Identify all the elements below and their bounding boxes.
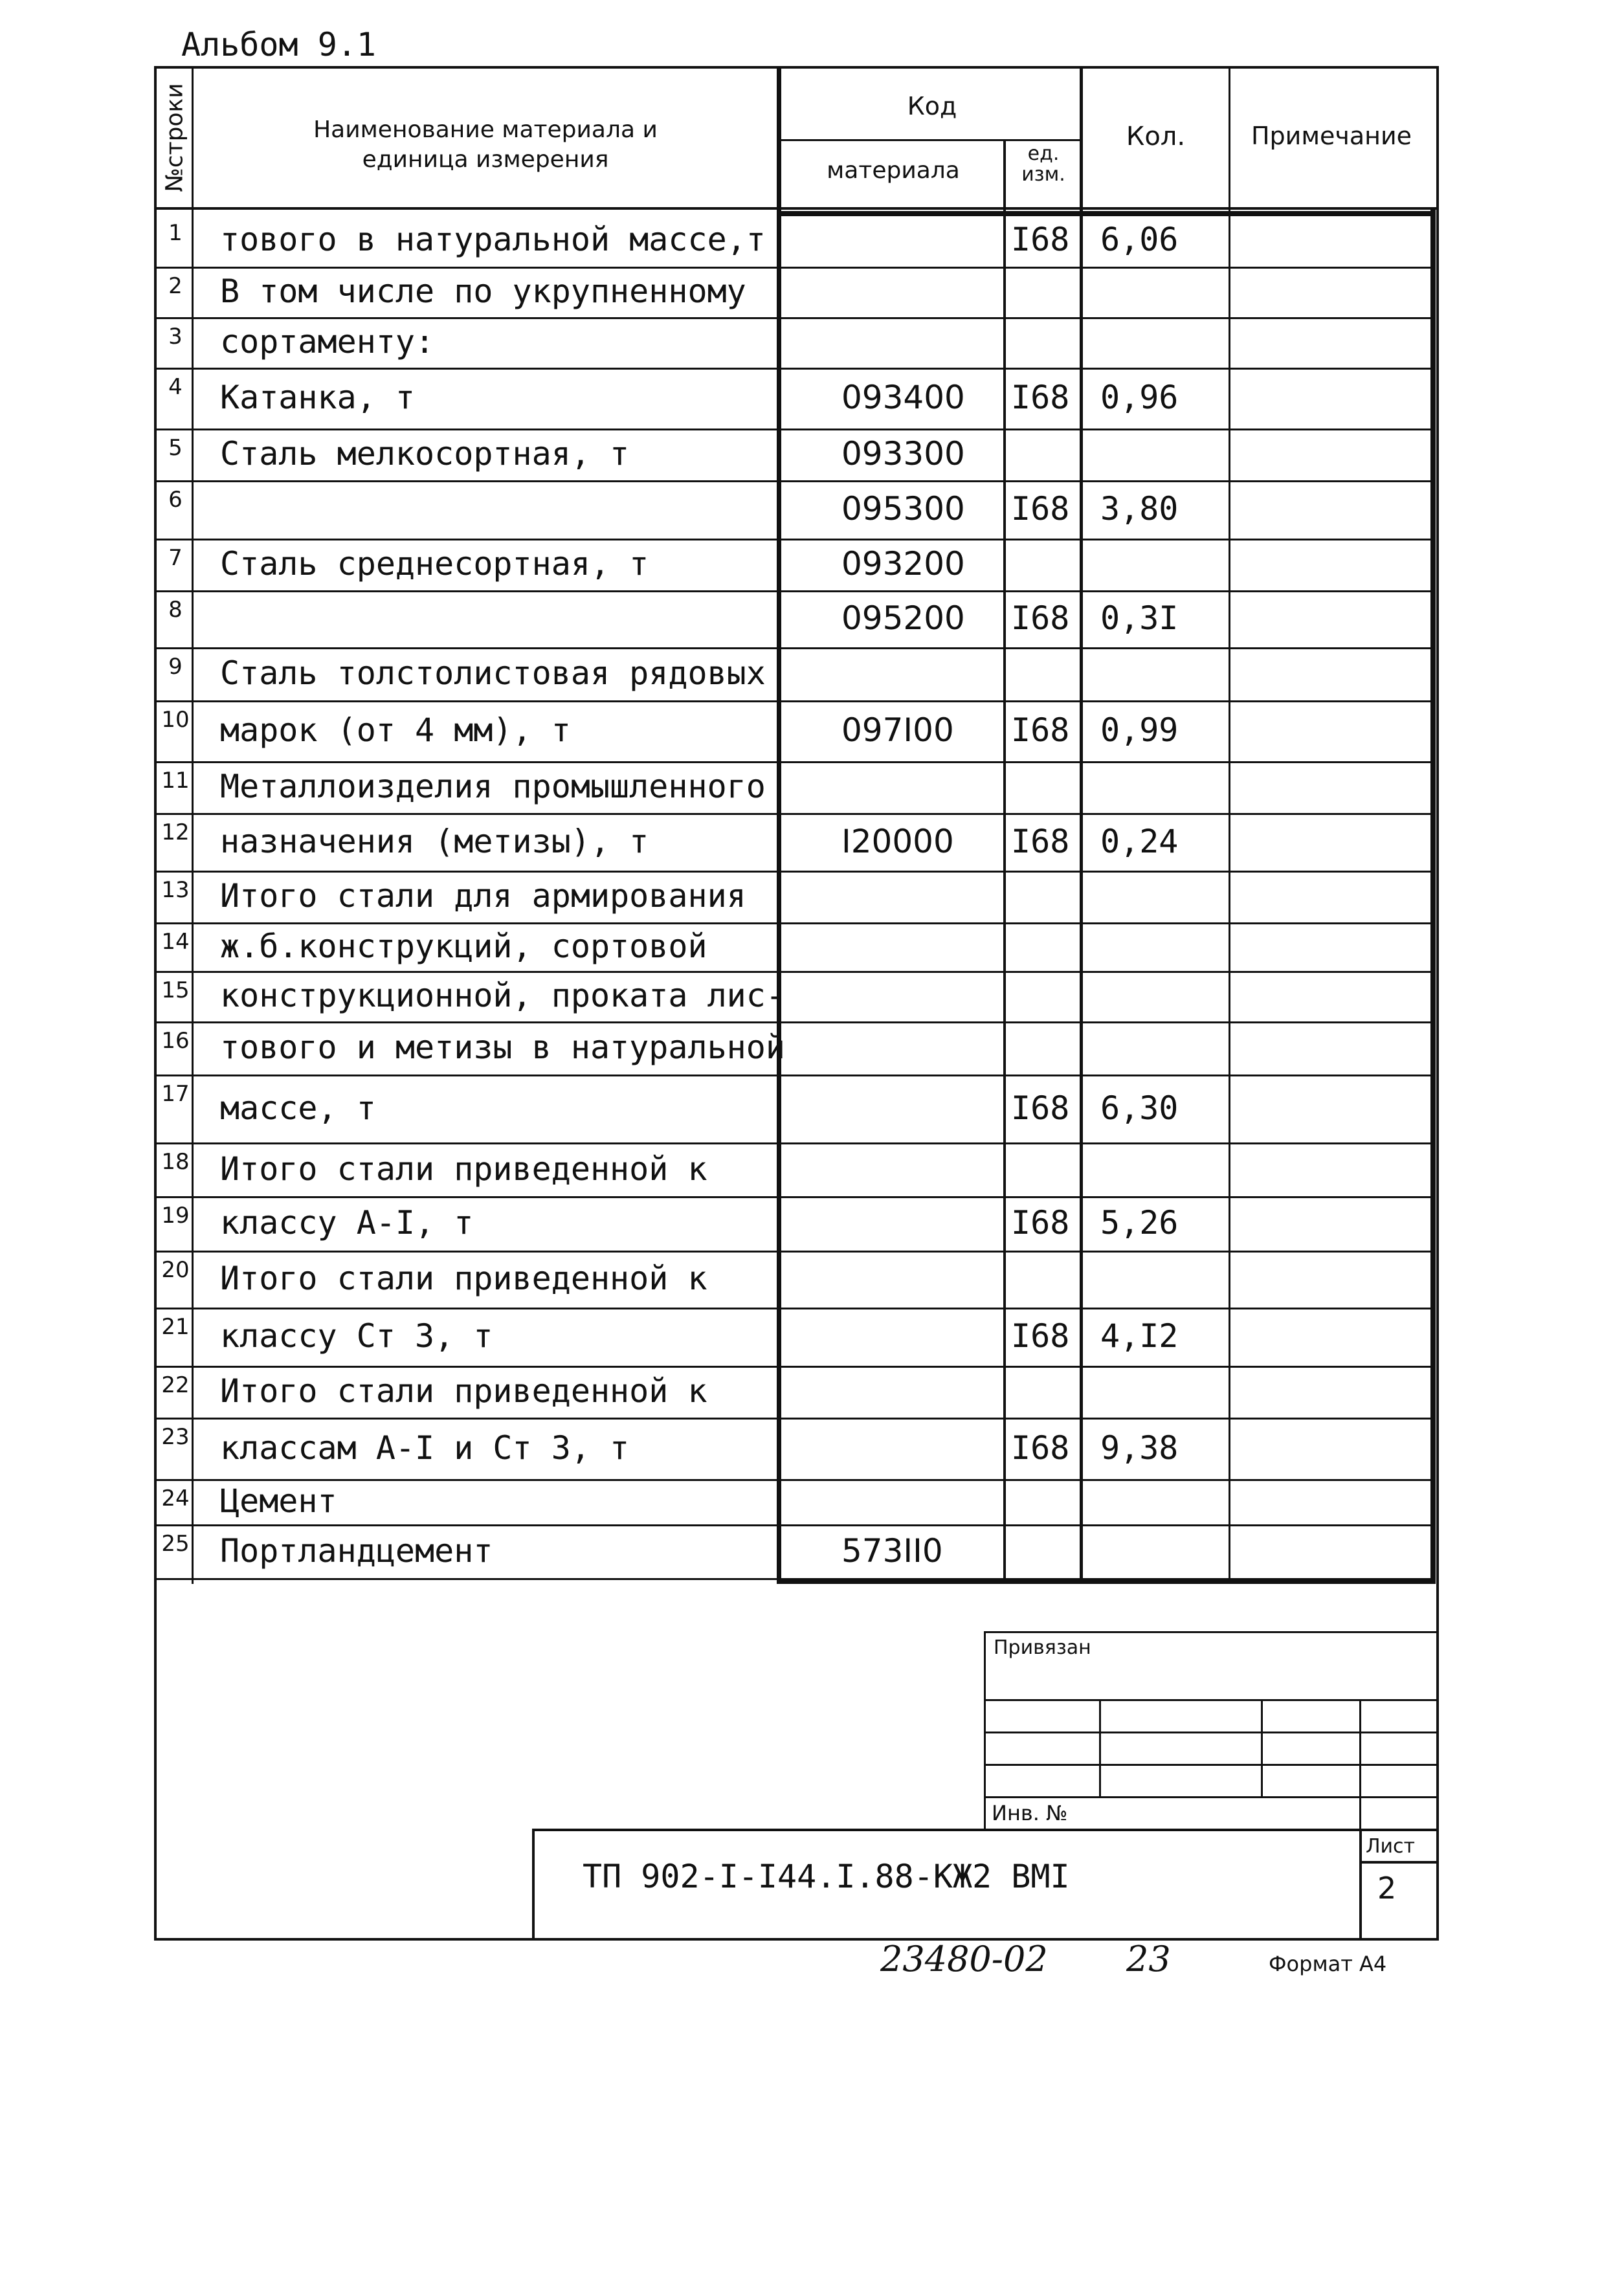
- material-code: 097I00: [841, 711, 954, 749]
- document-code: ТП 902-I-I44.I.88-КЖ2 ВМI: [583, 1858, 1070, 1895]
- row-number: 3: [168, 324, 183, 350]
- row-separator: [154, 429, 1432, 430]
- row-number: 14: [161, 929, 190, 955]
- inv-label: Инв. №: [992, 1801, 1068, 1825]
- material-name: марок (от 4 мм), т: [220, 711, 571, 749]
- quantity: 0,99: [1100, 711, 1179, 749]
- material-name: Катанка, т: [220, 379, 416, 416]
- stamp-row-1: [984, 1699, 1439, 1701]
- row-separator: [154, 1196, 1432, 1198]
- row-separator: [154, 871, 1432, 873]
- row-number: 13: [161, 877, 190, 903]
- col-line-note: [1229, 66, 1230, 1584]
- unit-code: I68: [1011, 1089, 1070, 1127]
- material-name: классам А-I и Ст 3, т: [220, 1429, 630, 1467]
- material-name: сортаменту:: [220, 323, 435, 361]
- code-unit-header: ед. изм.: [1021, 142, 1065, 186]
- material-name: Портландцемент: [220, 1531, 493, 1570]
- unit-code: I68: [1011, 1317, 1070, 1355]
- row-separator: [154, 1524, 1432, 1526]
- sheet-box-left: [1359, 1829, 1362, 1939]
- stamp-row-4: [984, 1796, 1439, 1798]
- row-separator: [154, 1366, 1432, 1368]
- material-name: классу Ст 3, т: [220, 1317, 493, 1355]
- quantity: 5,26: [1100, 1204, 1179, 1242]
- material-name: массе, т: [220, 1089, 376, 1127]
- bound-label: Привязан: [994, 1636, 1091, 1659]
- sheet-label: Лист: [1366, 1835, 1416, 1858]
- unit-code: I68: [1011, 822, 1070, 860]
- material-name: ж.б.конструкций, сортовой: [220, 927, 707, 965]
- row-number: 2: [168, 273, 183, 299]
- note-header: Примечание: [1251, 122, 1412, 150]
- row-separator: [154, 700, 1432, 702]
- row-number: 8: [168, 597, 183, 623]
- row-number: 5: [168, 435, 183, 461]
- qty-header: Кол.: [1126, 122, 1186, 151]
- sheet-number: 2: [1377, 1871, 1397, 1906]
- material-name: В том числе по укрупненному: [220, 273, 746, 310]
- row-number: 10: [161, 707, 190, 733]
- material-name: Металлоизделия промышленного: [220, 768, 766, 805]
- material-code: I20000: [841, 822, 954, 860]
- code-material-header: материала: [827, 157, 960, 184]
- code-split-line: [777, 139, 1081, 141]
- stamp-col-1: [1099, 1699, 1101, 1796]
- material-name: назначения (метизы), т: [220, 822, 649, 860]
- title-block-top: [532, 1829, 1439, 1831]
- material-name: Сталь мелкосортная, т: [220, 435, 630, 473]
- row-number-header: №строки: [161, 83, 188, 192]
- row-number: 15: [161, 977, 190, 1003]
- material-name: Сталь среднесортная, т: [220, 545, 649, 583]
- row-number: 20: [161, 1257, 190, 1283]
- row-separator: [154, 1251, 1432, 1253]
- quantity: 9,38: [1100, 1429, 1179, 1467]
- row-number: 22: [161, 1372, 190, 1398]
- col-line-qty: [1080, 66, 1083, 1584]
- material-name: Итого стали для армирования: [220, 877, 746, 915]
- row-separator: [154, 267, 1432, 269]
- row-separator: [154, 539, 1432, 540]
- stamp-left: [984, 1631, 986, 1829]
- col-line-num: [192, 66, 194, 1584]
- material-name: классу А-I, т: [220, 1204, 474, 1242]
- row-separator: [154, 1142, 1432, 1144]
- material-name: Итого стали приведенной к: [220, 1372, 707, 1410]
- material-code: 093200: [841, 545, 965, 583]
- stamp-row-3: [984, 1764, 1439, 1766]
- body-bottom-line: [154, 1578, 777, 1580]
- row-number: 25: [161, 1531, 190, 1557]
- row-number: 6: [168, 487, 183, 513]
- stamp-col-3: [1359, 1699, 1361, 1829]
- row-separator: [154, 922, 1432, 924]
- row-separator: [154, 761, 1432, 763]
- title-block-left: [532, 1829, 535, 1939]
- quantity: 6,30: [1100, 1089, 1179, 1127]
- body-top-thick: [777, 211, 1436, 216]
- material-code: 095200: [841, 599, 965, 637]
- row-number: 24: [161, 1486, 190, 1511]
- row-separator: [154, 647, 1432, 649]
- material-name: конструкционной, проката лис-: [220, 977, 785, 1014]
- material-name: тового и метизы в натуральной: [220, 1029, 785, 1066]
- stamp-col-2: [1261, 1699, 1263, 1796]
- material-name: Итого стали приведенной к: [220, 1150, 707, 1188]
- quantity: 6,06: [1100, 221, 1179, 258]
- row-number: 1: [168, 220, 183, 246]
- row-separator: [154, 971, 1432, 973]
- unit-code: I68: [1011, 379, 1070, 416]
- row-separator: [154, 317, 1432, 319]
- material-code: 095300: [841, 490, 965, 528]
- row-number: 23: [161, 1424, 190, 1450]
- quantity: 4,I2: [1100, 1317, 1179, 1355]
- material-code: 573II0: [841, 1531, 943, 1570]
- unit-code: I68: [1011, 490, 1070, 528]
- quantity: 0,24: [1100, 822, 1179, 860]
- row-number: 19: [161, 1203, 190, 1229]
- row-number: 9: [168, 654, 183, 680]
- format-label: Формат А4: [1269, 1952, 1387, 1976]
- row-separator: [154, 590, 1432, 592]
- stamp-top: [984, 1631, 1439, 1633]
- quantity: 3,80: [1100, 490, 1179, 528]
- album-label: Альбом 9.1: [181, 26, 377, 63]
- row-separator: [154, 1418, 1432, 1420]
- row-separator: [154, 1479, 1432, 1481]
- body-bottom-thick: [777, 1578, 1436, 1584]
- row-number: 21: [161, 1314, 190, 1340]
- row-separator: [154, 1308, 1432, 1309]
- unit-code: I68: [1011, 711, 1070, 749]
- unit-code: I68: [1011, 1204, 1070, 1242]
- unit-code: I68: [1011, 221, 1070, 258]
- col-line-code: [777, 66, 781, 1584]
- row-separator: [154, 480, 1432, 482]
- handwritten-number-right: 23: [1126, 1939, 1171, 1979]
- material-name: Сталь толстолистовая рядовых: [220, 654, 766, 692]
- row-number: 12: [161, 819, 190, 845]
- row-separator: [154, 1021, 1432, 1023]
- row-number: 16: [161, 1028, 190, 1054]
- row-separator: [154, 368, 1432, 370]
- material-name: тового в натуральной массе,т: [220, 221, 766, 258]
- row-separator: [154, 813, 1432, 815]
- quantity: 0,3I: [1100, 599, 1179, 637]
- name-header: Наименование материала и единица измерения: [313, 117, 658, 173]
- handwritten-number-left: 23480-02: [880, 1939, 1048, 1979]
- row-separator: [154, 1075, 1432, 1076]
- header-bottom-line: [154, 207, 1439, 210]
- stamp-row-2: [984, 1732, 1439, 1733]
- unit-code: I68: [1011, 599, 1070, 637]
- row-number: 7: [168, 545, 183, 571]
- sheet-box-split: [1359, 1861, 1439, 1864]
- code-header: Код: [907, 92, 957, 120]
- col-line-right-thick: [1430, 207, 1436, 1584]
- unit-code: I68: [1011, 1429, 1070, 1467]
- material-name: Цемент: [220, 1482, 337, 1520]
- row-number: 17: [161, 1081, 190, 1107]
- quantity: 0,96: [1100, 379, 1179, 416]
- row-number: 18: [161, 1149, 190, 1175]
- row-number: 11: [161, 768, 190, 794]
- row-number: 4: [168, 374, 183, 400]
- material-code: 093300: [841, 435, 965, 473]
- material-name: Итого стали приведенной к: [220, 1260, 707, 1297]
- material-code: 093400: [841, 379, 965, 416]
